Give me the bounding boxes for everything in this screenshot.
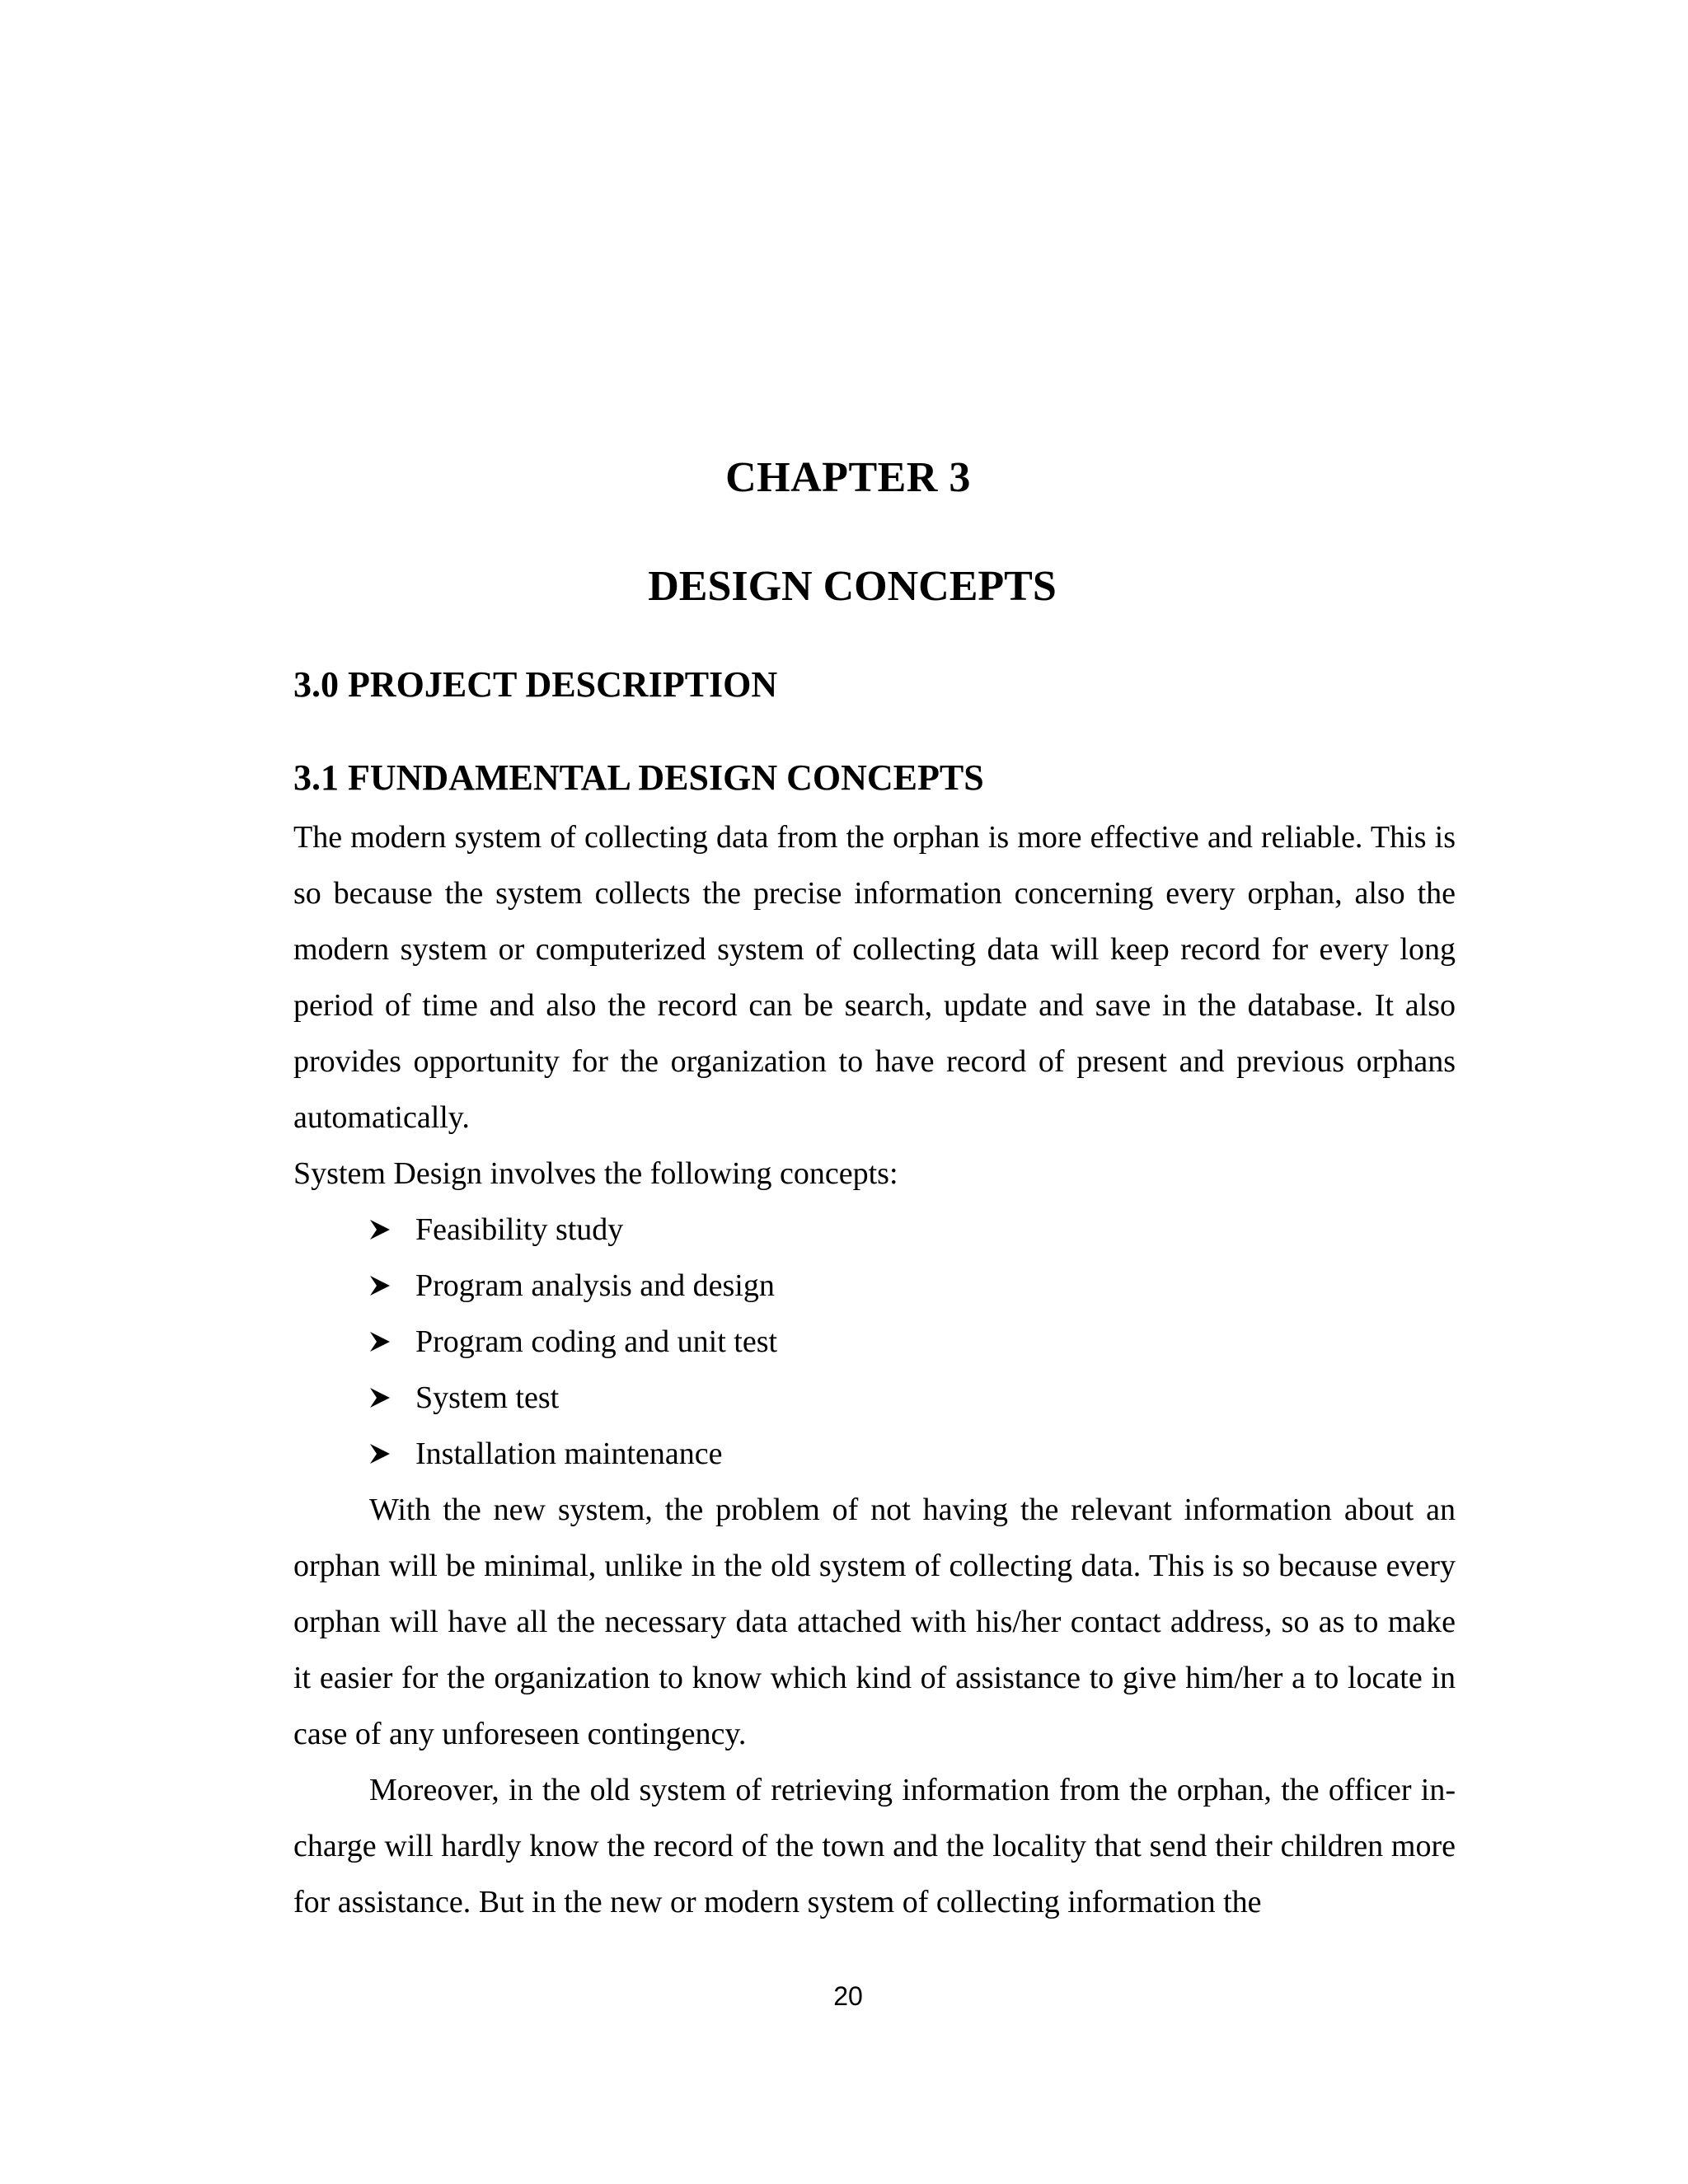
arrowhead-bullet-icon [369,1331,391,1352]
list-item [369,1258,1456,1314]
arrowhead-bullet-icon [369,1387,391,1408]
section-heading-3-1: 3.1 FUNDAMENTAL DESIGN CONCEPTS [293,757,984,798]
list-item-text: Program analysis and design [415,1268,775,1303]
concepts-intro-line: System Design involves the following concepts: [293,1156,898,1191]
chapter-title: CHAPTER 3 [725,454,971,501]
list-item [369,1202,1456,1258]
list-item-text: Installation maintenance [415,1436,723,1471]
chapter-subtitle: DESIGN CONCEPTS [648,563,1057,610]
paragraph-new-system: With the new system, the problem of not having the relevant information about an orphan will be minimal, unlike in the old system of collecting data. This is so because every orphan will have all the necessary data attached with his/her contact address, so as to make it easier for the organization to know which kind of assistance to give him/her a to locate in case of any unforeseen contingency. [293,1493,1456,1751]
list-item [369,1426,1456,1482]
body-text [293,809,1456,1930]
arrowhead-bullet-icon [369,1219,391,1240]
list-item [369,1370,1456,1426]
paragraph-old-system: Moreover, in the old system of retrieving information from the orphan, the officer in-charge will hardly know the record of the town and the locality that send their children more for assistance. But in the new or modern system of collecting information the [293,1773,1456,1919]
paragraph-intro: The modern system of collecting data from the orphan is more effective and reliable. This is so because the system collects the precise information concerning every orphan, also the modern system or computerized system of collecting data will keep record for every long period of time and also the record can be search, update and save in the database. It also provides opportunity for the organization to have record of present and previous orphans automatically. [293,820,1456,1135]
list-item-text: Feasibility study [415,1212,624,1247]
page-number: 20 [833,1981,863,2011]
arrowhead-bullet-icon [369,1443,391,1465]
section-heading-3-0: 3.0 PROJECT DESCRIPTION [293,664,778,705]
arrowhead-bullet-icon [369,1275,391,1296]
list-item-text: System test [415,1380,560,1415]
list-item [369,1314,1456,1370]
list-item-text: Program coding and unit test [415,1324,778,1359]
concepts-list [293,1202,1456,1482]
